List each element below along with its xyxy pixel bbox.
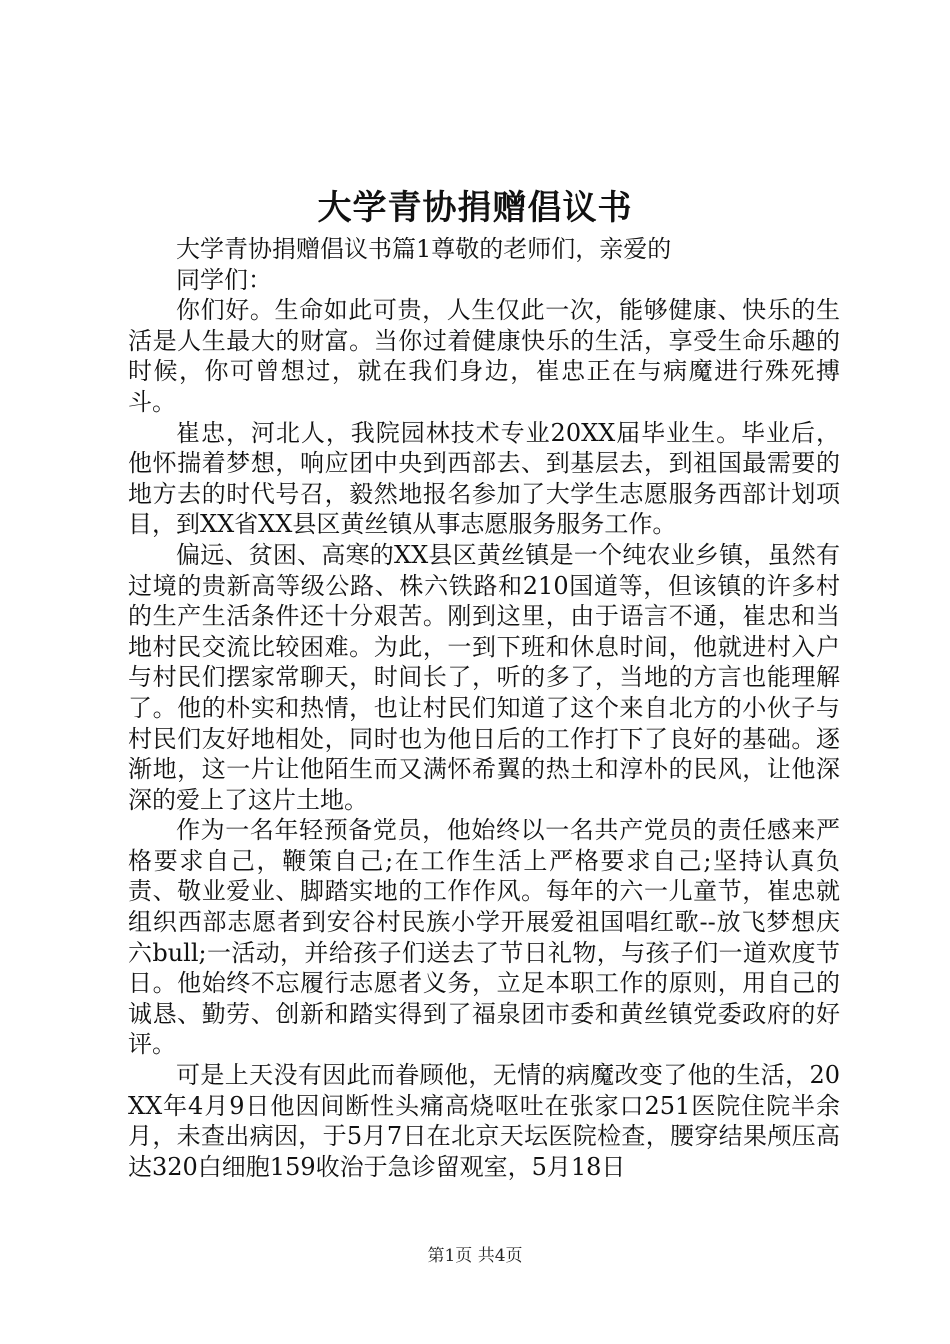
paragraph: 你们好。生命如此可贵，人生仅此一次，能够健康、快乐的生活是人生最大的财富。当你过着健康快乐的生活，享受生命乐趣的时候，你可曾想过，就在我们身边，崔忠正在与病魔进行殊死搏斗。	[128, 296, 840, 416]
paragraph: 偏远、贫困、高寒的XX县区黄丝镇是一个纯农业乡镇，虽然有过境的贵新高等级公路、株六铁路和210国道等，但该镇的许多村的生产生活条件还十分艰苦。刚到这里，由于语言不通，崔忠和当地村民交流比较困难。为此，一到下班和休息时间，他就进村入户与村民们摆家常聊天，时间长了，听的多了，当地的方言也能理解了。他的朴实和热情，也让村民们知道了这个来自北方的小伙子与村民们友好地相处，同时也为他日后的工作打下了良好的基础。逐渐地，这一片让他陌生而又满怀希翼的热土和淳朴的民风，让他深深的爱上了这片土地。	[128, 540, 840, 814]
paragraph-greeting: 同学们：	[176, 265, 272, 294]
paragraph-opening: 大学青协捐赠倡议书篇1尊敬的老师们，亲爱的	[176, 235, 672, 263]
page-number-footer: 第1页 共4页	[427, 1246, 523, 1266]
document-title: 大学青协捐赠倡议书	[317, 188, 633, 228]
paragraph: 崔忠，河北人，我院园林技术专业20XX届毕业生。毕业后，他怀揣着梦想，响应团中央到西部去、到基层去，到祖国最需要的地方去的时代号召，毅然地报名参加了大学生志愿服务西部计划项目，到XX省XX县区黄丝镇从事志愿服务服务工作。	[128, 418, 840, 539]
document-body	[128, 234, 840, 1182]
paragraph: 可是上天没有因此而眷顾他，无情的病魔改变了他的生活，20XX年4月9日他因间断性头痛高烧呕吐在张家口251医院住院半余月，未查出病因，于5月7日在北京天坛医院检查，腰穿结果颅压高达320白细胞159收治于急诊留观室，5月18日	[128, 1061, 840, 1181]
paragraph: 作为一名年轻预备党员，他始终以一名共产党员的责任感来严格要求自己，鞭策自己;在工作生活上严格要求自己;坚持认真负责、敬业爱业、脚踏实地的工作作风。每年的六一儿童节，崔忠就组织西部志愿者到安谷村民族小学开展爱祖国唱红歌--放飞梦想庆六bull;一活动，并给孩子们送去了节日礼物，与孩子们一道欢度节日。他始终不忘履行志愿者义务，立足本职工作的原则，用自己的诚恳、勤劳、创新和踏实得到了福泉团市委和黄丝镇党委政府的好评。	[128, 816, 840, 1059]
